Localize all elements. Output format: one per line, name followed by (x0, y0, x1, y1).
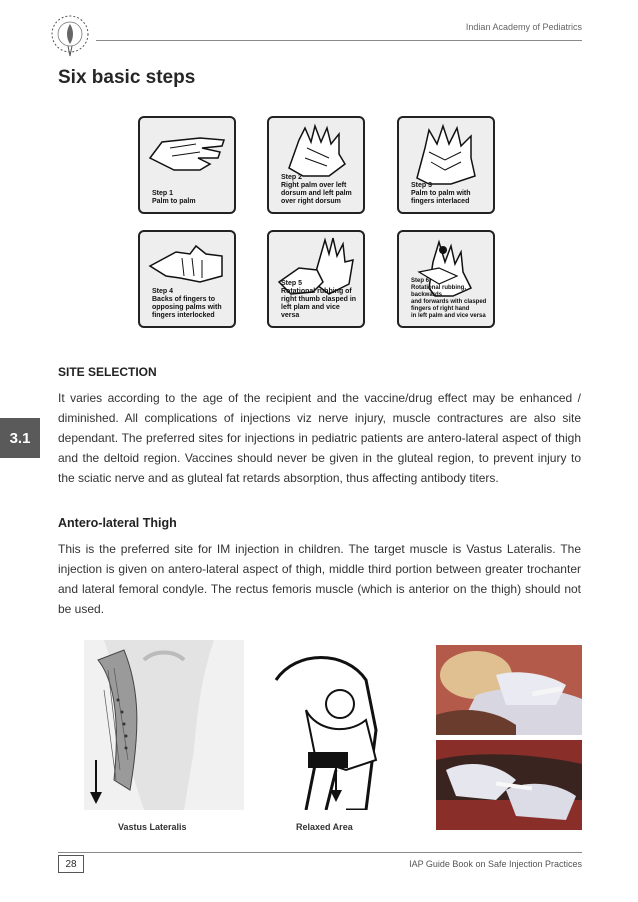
injection-photo-top (436, 645, 582, 735)
section-heading: SITE SELECTION (58, 365, 157, 379)
step-card-5 (267, 230, 365, 328)
site-selection-paragraph: It varies according to the age of the recipient and the vaccine/drug effect may be enhanced / diminished. All complications of injections viz nerve injury, muscle contractures are also site dependant. The preferred sites for injections in pediatric patients are antero-lateral aspect of thigh and the deltoid region. Vaccines should never be given in the gluteal region, to prevent injury to the sciatic nerve and as gluteal fat retards absorption, thus affecting antibody titers. (58, 391, 581, 485)
section-tab: 3.1 (0, 418, 40, 458)
page-title: Six basic steps (58, 67, 196, 88)
relaxed-area-caption: Relaxed Area (296, 822, 353, 832)
step-card-4 (138, 230, 236, 328)
footer-book-title: IAP Guide Book on Safe Injection Practices (409, 859, 582, 869)
step-caption: Step 1 Palm to palm (152, 190, 196, 205)
step-card-1 (138, 116, 236, 214)
step-card-6 (397, 230, 495, 328)
step-card-3 (397, 116, 495, 214)
vastus-lateralis-caption: Vastus Lateralis (118, 822, 187, 832)
relaxed-area-illustration (256, 640, 416, 810)
header-publisher: Indian Academy of Pediatrics (465, 22, 582, 32)
step-caption: Step 6 Rotational rubbing, backwards and forwards with clasped fingers of right hand in left palm and vice versa (411, 278, 487, 319)
step-caption: Step 3 Palm to palm with fingers interlaced (411, 182, 471, 205)
page-number: 28 (58, 855, 84, 873)
step-card-2 (267, 116, 365, 214)
injection-photo-bottom (436, 740, 582, 830)
vastus-lateralis-illustration (84, 640, 244, 810)
header-rule (96, 40, 582, 41)
antero-lateral-paragraph: This is the preferred site for IM injection in children. The target muscle is Vastus Lateralis. The injection is given on antero-lateral aspect of thigh, middle third portion between greater trochanter and lateral femoral condyle. The rectus femoris muscle (which is anterior on the thigh) should not be used. (58, 542, 581, 616)
subsection-heading: Antero-lateral Thigh (58, 516, 177, 530)
iap-logo-icon (46, 12, 94, 60)
step-caption: Step 4 Backs of fingers to opposing palms with fingers interlocked (152, 288, 222, 319)
step-caption: Step 5 Rotational rubbing of right thumb clasped in left plam and vice versa (281, 280, 357, 319)
step-caption: Step 2 Right palm over left dorsum and left palm over right dorsum (281, 174, 352, 205)
footer-rule (58, 852, 582, 853)
